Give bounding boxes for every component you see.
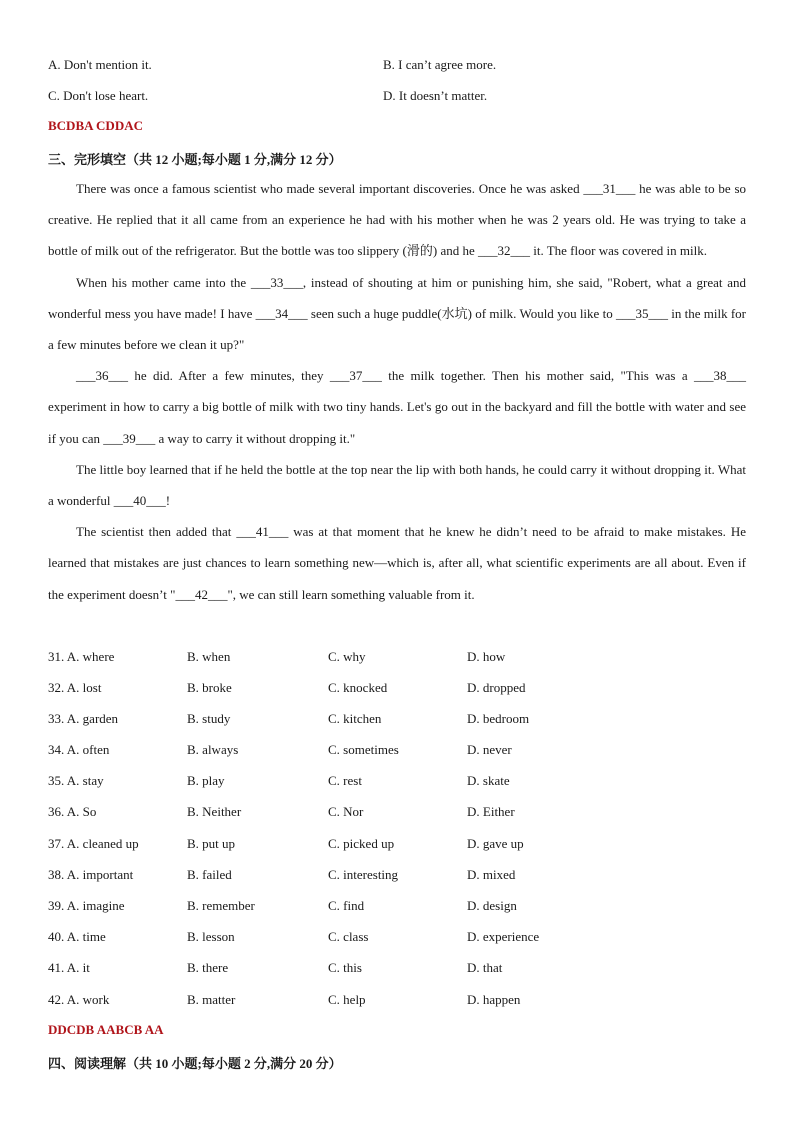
question-row (48, 898, 748, 918)
option-b: B. remember (187, 898, 255, 913)
option-b: B. Neither (187, 804, 242, 819)
option-text: D. It doesn’t matter. (383, 88, 488, 103)
option-text: A. Don't mention it. (48, 57, 152, 72)
option-a: 36. A. So (48, 804, 97, 819)
option-d: D. that (467, 960, 503, 975)
option-d: D. never (467, 742, 512, 757)
question-row (48, 867, 748, 887)
option-a: 38. A. important (48, 867, 134, 882)
section-3-title: 三、完形填空（共 12 小题;每小题 1 分,满分 12 分） (48, 152, 342, 167)
option-c: C. help (328, 992, 366, 1007)
option-c: C. class (328, 929, 369, 944)
option-d: D. dropped (467, 680, 526, 695)
question-row (48, 960, 748, 980)
option-c: C. knocked (328, 680, 388, 695)
option-b: B. put up (187, 836, 236, 851)
passage-paragraph: The little boy learned that if he held the bottle at the top near the lip with both hands, he could carry it without dropping it. What a wonderful ___40___! (48, 461, 746, 509)
option-d: D. skate (467, 773, 510, 788)
question-row (48, 680, 748, 700)
option-c: C. find (328, 898, 365, 913)
option-c: C. sometimes (328, 742, 399, 757)
option-c: C. kitchen (328, 711, 382, 726)
option-d: D. Either (467, 804, 515, 819)
cloze-passage (48, 173, 746, 610)
question-row (48, 711, 748, 731)
option-a: 37. A. cleaned up (48, 836, 139, 851)
option-a: 35. A. stay (48, 773, 104, 788)
section-4-title: 四、阅读理解（共 10 小题;每小题 2 分,满分 20 分） (48, 1056, 342, 1071)
passage-paragraph: When his mother came into the ___33___, instead of shouting at him or punishing him, she said, "Robert, what a great and wonderful mess you have made! I have ___34___ seen such a huge puddle(水坑) of milk. Would you like to ___35___ in the milk for a few minutes before we clean it up?" (48, 274, 746, 353)
option-d: D. bedroom (467, 711, 530, 726)
option-b: B. broke (187, 680, 232, 695)
option-b: B. failed (187, 867, 232, 882)
question-row (48, 742, 748, 762)
option-c: C. Nor (328, 804, 364, 819)
option-c: C. rest (328, 773, 362, 788)
prev-options-row-2 (48, 88, 748, 108)
option-a: 31. A. where (48, 649, 115, 664)
question-row (48, 649, 748, 669)
option-d: D. happen (467, 992, 521, 1007)
question-row (48, 929, 748, 949)
question-row (48, 804, 748, 824)
option-d: D. how (467, 649, 506, 664)
option-a: 33. A. garden (48, 711, 119, 726)
option-a: 39. A. imagine (48, 898, 125, 913)
option-b: B. always (187, 742, 239, 757)
question-row (48, 992, 748, 1012)
option-d: D. gave up (467, 836, 524, 851)
prev-options-row-1 (48, 57, 748, 77)
question-row (48, 773, 748, 793)
option-c: C. picked up (328, 836, 395, 851)
option-a: 40. A. time (48, 929, 106, 944)
option-b: B. when (187, 649, 231, 664)
passage-paragraph: ___36___ he did. After a few minutes, they ___37___ the milk together. Then his mother said, "This was a ___38___ experiment in how to carry a big bottle of milk with two tiny hands. Let's go out in the backyard and fill the bottle with water and see if you can ___39___ a way to carry it without dropping it." (48, 368, 746, 446)
option-c: C. interesting (328, 867, 399, 882)
option-text: C. Don't lose heart. (48, 88, 149, 103)
option-b: B. study (187, 711, 231, 726)
answer-key-2: DDCDB AABCB AA (48, 1022, 164, 1037)
option-b: B. there (187, 960, 229, 975)
option-a: 42. A. work (48, 992, 110, 1007)
answer-key-1: BCDBA CDDAC (48, 118, 143, 133)
option-b: B. matter (187, 992, 236, 1007)
option-text: B. I can’t agree more. (383, 57, 497, 72)
option-c: C. this (328, 960, 362, 975)
option-a: 32. A. lost (48, 680, 102, 695)
option-a: 41. A. it (48, 960, 90, 975)
option-d: D. mixed (467, 867, 516, 882)
option-a: 34. A. often (48, 742, 110, 757)
passage-paragraph: There was once a famous scientist who made several important discoveries. Once he was asked ___31___ he was able to be so creative. He replied that it all came from an experience he had with his mother when he was 2 years old. He was trying to take a bottle of milk out of the refrigerator. But the bottle was too slippery (滑的) and he ___32___ it. The floor was covered in milk. (48, 181, 746, 259)
option-d: D. experience (467, 929, 540, 944)
passage-paragraph: The scientist then added that ___41___ was at that moment that he knew he didn’t need to be afraid to make mistakes. He learned that mistakes are just chances to learn something new—which is, after all, what scientific experiments are all about. Even if the experiment doesn’t "___42___", we can still learn something valuable from it. (48, 524, 746, 602)
question-row (48, 836, 748, 856)
option-b: B. lesson (187, 929, 235, 944)
option-c: C. why (328, 649, 366, 664)
option-d: D. design (467, 898, 517, 913)
option-b: B. play (187, 773, 225, 788)
